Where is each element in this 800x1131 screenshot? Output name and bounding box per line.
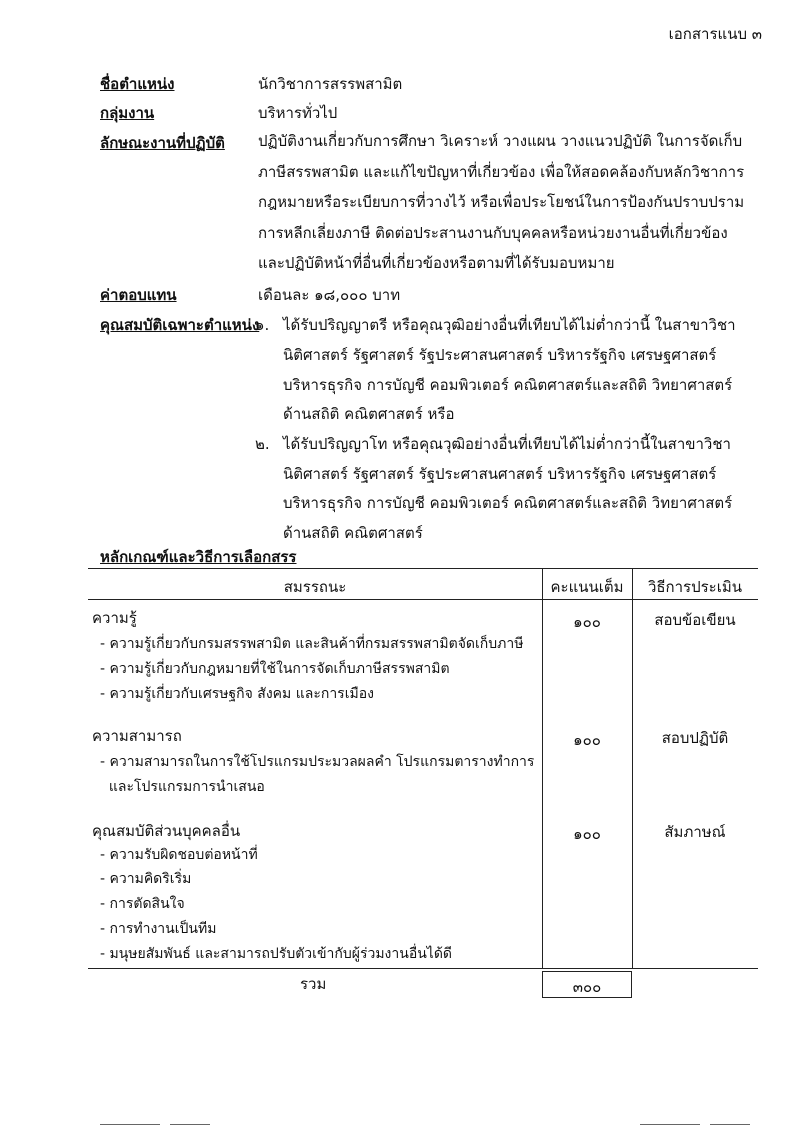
competency-bullet: - ความรู้เกี่ยวกับกฎหมายที่ใช้ในการจัดเก็บภาษีสรรพสามิต bbox=[100, 661, 450, 677]
competency-bullet: - การตัดสินใจ bbox=[100, 896, 185, 912]
duties-label: ลักษณะงานที่ปฏิบัติ bbox=[100, 134, 225, 152]
duties-line: กฎหมายหรือระเบียบการที่วางไว้ หรือเพื่อประโยชน์ในการป้องกันปราบปราม bbox=[258, 193, 745, 211]
full-score-value: ๑๐๐ bbox=[573, 731, 601, 749]
group-value: บริหารทั่วไป bbox=[258, 104, 338, 122]
scan-artifact bbox=[100, 1124, 160, 1125]
competency-bullet: - ความสามารถในการใช้โปรแกรมประมวลผลคำ โปรแกรมตารางทำการ bbox=[100, 754, 535, 770]
qualification-line: บริหารธุรกิจ การบัญชี คอมพิวเตอร์ คณิตศาสตร์และสถิติ วิทยาศาสตร์ bbox=[283, 376, 733, 394]
selection-table bbox=[88, 568, 758, 998]
qualification-number: ๒. bbox=[255, 435, 270, 453]
position-value: นักวิชาการสรรพสามิต bbox=[258, 75, 403, 93]
qualifications-label: คุณสมบัติเฉพาะตำแหน่ง bbox=[100, 316, 260, 334]
total-value: ๓๐๐ bbox=[572, 978, 602, 996]
competency-title: ความรู้ bbox=[92, 609, 137, 627]
header-competency: สมรรถนะ bbox=[283, 578, 347, 596]
assessment-method: สัมภาษณ์ bbox=[664, 823, 726, 841]
compensation-value: เดือนละ ๑๘,๐๐๐ บาท bbox=[258, 286, 401, 304]
competency-bullet: - ความรับผิดชอบต่อหน้าที่ bbox=[100, 847, 258, 863]
selection-heading: หลักเกณฑ์และวิธีการเลือกสรร bbox=[100, 548, 297, 566]
scan-artifact bbox=[640, 1124, 700, 1125]
qualification-line: บริหารธุรกิจ การบัญชี คอมพิวเตอร์ คณิตศาสตร์และสถิติ วิทยาศาสตร์ bbox=[283, 494, 733, 512]
competency-bullet: - การทำงานเป็นทีม bbox=[100, 921, 217, 937]
table-header-border bbox=[88, 599, 758, 600]
duties-line: ปฏิบัติงานเกี่ยวกับการศึกษา วิเคราะห์ วางแผน วางแนวปฏิบัติ ในการจัดเก็บ bbox=[258, 132, 743, 150]
total-box bbox=[542, 971, 632, 998]
scan-artifact bbox=[710, 1124, 750, 1125]
qualification-line: นิติศาสตร์ รัฐศาสตร์ รัฐประศาสนศาสตร์ บริหารรัฐกิจ เศรษฐศาสตร์ bbox=[283, 346, 717, 364]
competency-bullet: - ความรู้เกี่ยวกับกรมสรรพสามิต และสินค้าที่กรมสรรพสามิตจัดเก็บภาษี bbox=[100, 636, 524, 652]
competency-bullet: - ความรู้เกี่ยวกับเศรษฐกิจ สังคม และการเมือง bbox=[100, 686, 374, 702]
competency-bullet: และโปรแกรมการนำเสนอ bbox=[100, 779, 265, 795]
document-reference: เอกสารแนบ ๓ bbox=[668, 25, 762, 43]
competency-bullet: - มนุษยสัมพันธ์ และสามารถปรับตัวเข้ากับผู้ร่วมงานอื่นได้ดี bbox=[100, 946, 453, 962]
qualification-line: ได้รับปริญญาโท หรือคุณวุฒิอย่างอื่นที่เทียบได้ไม่ต่ำกว่านี้ในสาขาวิชา bbox=[283, 435, 731, 453]
table-top-border bbox=[88, 568, 758, 569]
duties-line: ภาษีสรรพสามิต และแก้ไขปัญหาที่เกี่ยวข้อง เพื่อให้สอดคล้องกับหลักวิชาการ bbox=[258, 163, 745, 181]
group-label: กลุ่มงาน bbox=[100, 104, 155, 122]
assessment-method: สอบปฏิบัติ bbox=[661, 729, 729, 747]
qualification-line: ด้านสถิติ คณิตศาสตร์ หรือ bbox=[283, 405, 455, 423]
qualification-line: นิติศาสตร์ รัฐศาสตร์ รัฐประศาสนศาสตร์ บริหารรัฐกิจ เศรษฐศาสตร์ bbox=[283, 465, 717, 483]
competency-bullet: - ความคิดริเริ่ม bbox=[100, 871, 192, 887]
competency-title: ความสามารถ bbox=[92, 727, 182, 745]
duties-line: และปฏิบัติหน้าที่อื่นที่เกี่ยวข้องหรือตามที่ได้รับมอบหมาย bbox=[258, 254, 615, 272]
qualification-number: ๑. bbox=[255, 316, 270, 334]
scan-artifact bbox=[170, 1124, 210, 1125]
total-label: รวม bbox=[300, 975, 327, 993]
table-bottom-border bbox=[88, 968, 758, 969]
competency-title: คุณสมบัติส่วนบุคคลอื่น bbox=[92, 822, 241, 840]
qualification-line: ได้รับปริญญาตรี หรือคุณวุฒิอย่างอื่นที่เทียบได้ไม่ต่ำกว่านี้ ในสาขาวิชา bbox=[283, 316, 736, 334]
full-score-value: ๑๐๐ bbox=[573, 613, 601, 631]
full-score-value: ๑๐๐ bbox=[573, 825, 601, 843]
qualification-line: ด้านสถิติ คณิตศาสตร์ bbox=[283, 524, 423, 542]
position-label: ชื่อตำแหน่ง bbox=[100, 75, 175, 93]
header-method: วิธีการประเมิน bbox=[647, 578, 743, 596]
column-divider bbox=[632, 568, 633, 968]
header-full-score: คะแนนเต็ม bbox=[550, 578, 624, 596]
duties-line: การหลีกเลี่ยงภาษี ติดต่อประสานงานกับบุคคลหรือหน่วยงานอื่นที่เกี่ยวข้อง bbox=[258, 224, 728, 242]
assessment-method: สอบข้อเขียน bbox=[654, 611, 736, 629]
compensation-label: ค่าตอบแทน bbox=[100, 286, 177, 304]
